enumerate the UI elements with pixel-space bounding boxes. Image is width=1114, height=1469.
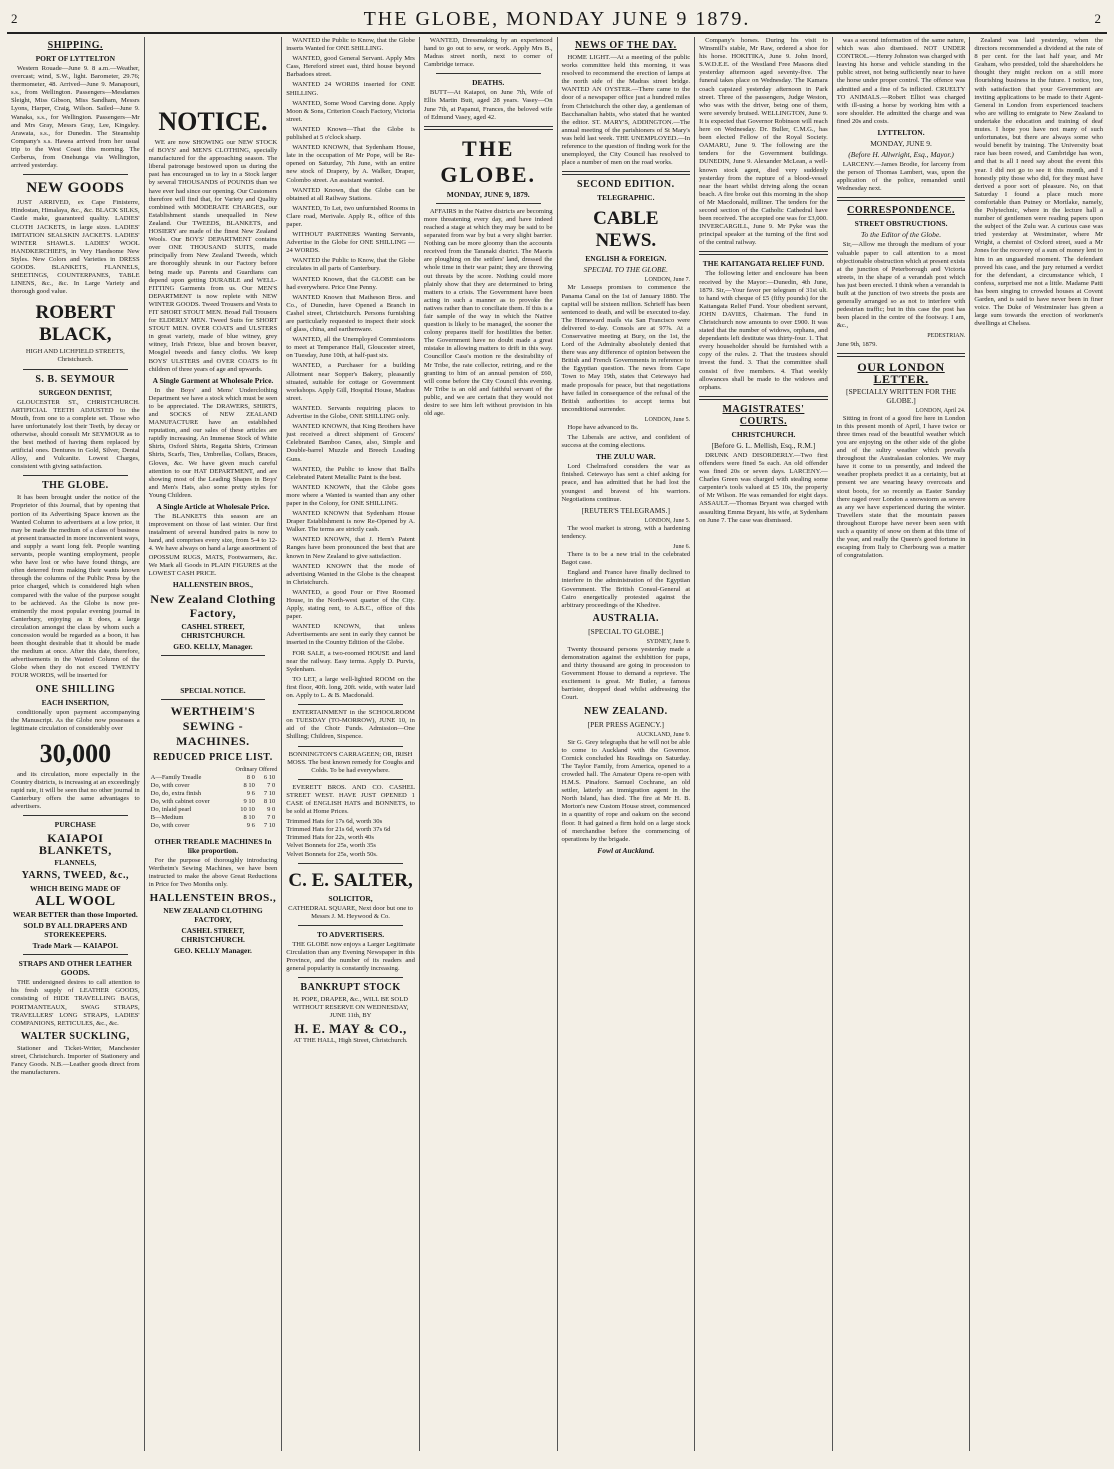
kaitangata-heading: THE KAITANGATA RELIEF FUND. <box>702 259 825 269</box>
price-cell-item: Do, do, extra finish <box>150 790 201 798</box>
nz-body: Sir G. Grey telegraphs that he will not be able to come to Auckland with the Governor. Cornick concluded his Readings on Saturday. The Taylor Family, from America, opened to a crowded hall. The Amateur Opera re-open with H.M.S. Pinafore. Samuel Cochrane, an old settler, latterly an immigration agent in the North Island, has died. The fire at Mr H. B. Morton's new Custom House street, commenced in a quantity of rope and oakum on the second floor. It had gained a firm hold on a large stock of merchandise before the commencing of operations by the brigade. <box>561 738 691 843</box>
wanted-ad: WANTED 24 WORDS inserted for ONE SHILLING. <box>286 81 415 97</box>
column-6 <box>695 37 833 1451</box>
wanted-ad: WANTED KNOWN, that the Globe goes more where a Wanted is wanted than any other paper in the Colony, for ONE SHILLING. <box>286 483 415 507</box>
hope-line: Hope have advanced to 8s. <box>567 424 639 431</box>
telegraphic-heading: TELEGRAPHIC. <box>597 193 655 203</box>
bankrupt-heading: BANKRUPT STOCK <box>300 982 401 994</box>
divider <box>23 174 128 175</box>
circulation-body: conditionally upon payment accompanying the Manuscript. As the Globe now possesses a legitimate circulation of considerably over <box>11 708 140 732</box>
price-cell-b: 7 10 <box>263 822 276 830</box>
telegrams-continued: Company's horses. During his visit to Winsmill's stable, Mr Raw, ordered a shoe for his horse. HOKITIKA, June 9. John Inord, S.W.D.E.E. of the Westland Free Masons died yesterday afternoon aged seventy-five. The funeral takes place on Wednesday. The Kamara coach capsized yesterday afternoon in Park street. Three of the passengers, Judge Weston, who was with the driver, being one of them, were severely bruised. WELLINGTON, June 9. It is expected that Governor Robinson will reach here on Wednesday. Dr. Buller, C.M.G., has been elected Fellow of the Royal Society. OAMARU, June 9. The following are the tenders for the Government buildings. DUNEDIN, June 9. Alexander McLean, a well-known stock agent, died very suddenly yesterday from the rupture of a blood-vessel near the heart whilst driving along the ocean beach. A fire broke out this morning in the shop of Mr Macdonald, milliner. The tenders for the second section of the Catholic Cathedral have been received. The accepted one was for £3,000. INVERCARGILL, June 9. Mr Pyke was the principal speaker at the turning of the first sod of the central railway. <box>699 37 828 247</box>
wanted-ad: WANTED, Some Wood Carving done. Apply Moon & Sons, Criterion Coach Factory, Victoria street. <box>286 99 415 123</box>
all-wool-heading: ALL WOOL <box>35 894 116 910</box>
lyttelton-body: LARCENY.—James Brodie, for larceny from the person of Thomas Lambert, was, upon the application of the police, remanded until Wednesday next. <box>836 161 966 193</box>
kaiapoi-heading: KAIAPOI BLANKETS, <box>38 831 112 858</box>
price-cell-item: Do, with cover <box>150 781 190 789</box>
australia-body: Twenty thousand persons yesterday made a demonstration against the exhibition for pups, and thirty thousand are going in procession to Government House to demand a reprieve. The excitement is great. Mr Butler, a famous barrister, dropped dead whilst addressing the Court. <box>561 645 691 702</box>
page-number-right: 2 <box>1094 11 1103 26</box>
price-cell-item: Do, with cabinet cover <box>150 798 210 806</box>
deaths-body: BUTT—At Kaiapoi, on June 7th, Wife of Ellis Martin Butt, aged 28 years. Vasey—On June 7th, at Papanui, Frances, the beloved wife of Edmund Vasey, aged 42. <box>423 89 553 121</box>
wanted-ad: WANTED KNOWN, that King Brothers have just received a direct shipment of Grocers' Celebrated Bamboo Canes, also, Simple and Double-barrel Muzzle and Breech Loading Guns. <box>286 423 415 463</box>
wanted-ad: WANTED. Servants requiring places to Advertise in the Globe, ONE SHILLING only. <box>286 404 415 421</box>
correspondence-body: Sir,—Allow me through the medium of your valuable paper to call attention to a most objectionable obstruction which at present exists at the junction of Peterborough and Victoria streets, in the shape of a verandah post which has just been erected. I think when a verandah is built at the junction of two streets the posts are generally arranged so as not to interfere with pedestrian traffic; but in this case the post has been placed in the centre of the footway. I am, &c., <box>836 241 966 330</box>
port-heading: PORT OF LYTTELTON <box>35 54 116 63</box>
single-article: A Single Article at Wholesale Price. <box>156 502 270 512</box>
straps-body: THE undersigned desires to call attention to his fresh supply of LEATHER GOODS, consisting of HIDE TRAVELLING BAGS, PORTMANTEAUX, SWAG STRAPS, TRAVELLERS' LONG STRAPS, LADIES' COMPANIONS, RETICULES, &c., &c. <box>11 979 140 1027</box>
wanted-ad: WANTED, all the Unemployed Commissions to meet at Temperance Hall, Gloucester street, on Tuesday, June 10th, at half-past six. <box>286 336 415 360</box>
london-letter-continued: Zealand was laid yesterday, when the directors recommended a dividend at the rate of 8 per cent. for the last half year, and Mr Graham, who presided, told the shareholders he thought they might reckon on a still more flourishing business in the future. I notice, too, with satisfaction that your Government are inviting applications to be made to their Agent-General in London from experienced teachers who are willing to emigrate to New Zealand to undertake the education and training of deaf mutes. I hope you have not many of such unfortunates, but there are always some who would benefit by training. The University boat race has been rowed, and Cambridge has won, and that is all I need say about the event this year. I did not go to see it this month, and I honestly pity those who did, for they must have derived a poor sort of pleasure. No, on that Saturday I found a place much more comfortable than Putney or Mortlake, namely, the Polytechnic, where in the lecture hall a number of gentlemen were reading papers upon the subject of the Zulu war. A curious case was tried yesterday at Westminster, where Mr Wright, a chemist of Oxford street, sued a Mr Jones for the recovery of a sum of money lent to him in an unguarded moment. The defendant proved his case, and the jury returned a verdict for the defendant, a circumstance which, I confess, surprised me not a little. Madame Patti has been singing to crowded houses at Covent Garden, and is said to have never been in finer voice. The Duke of Westminster has given a large sum towards the erection of workmen's dwellings at Chelsea. <box>974 37 1103 328</box>
auctioneers-heading: H. E. MAY & CO., <box>294 1021 407 1037</box>
london-dateline-2: LONDON, June 5. <box>644 416 691 423</box>
price-row <box>149 814 278 822</box>
wanted-ad: WANTED Known that Matheson Bros. and Co., of Dunedin, have Opened a Branch in Cashel street, Christchurch. Persons furnishing are particularly requested to inspect their stock of glass, china, and earthenware. <box>286 293 415 334</box>
court-body: DRUNK AND DISORDERLY.—Two first offenders were fined 5s each. An old offender was fined 20s or seven days. LARCENY.—Charles Green was charged with stealing some carpenter's tools valued at £5 10s, the property of Mr Wilson. He was remanded for eight days. ASSAULT.—Thomas Bryant was charged with assaulting Emma Bryant, his wife, at Sydenham on June 7. The case was dismissed. <box>699 451 828 524</box>
masthead <box>7 6 1107 34</box>
court-location: CHRISTCHURCH. <box>731 429 796 439</box>
english-foreign-heading: ENGLISH & FOREIGN. <box>585 254 667 264</box>
divider-double <box>424 126 553 130</box>
page-number-left: 2 <box>11 11 20 26</box>
egypt-line: England and France have finally declined to interfere in the administration of the Egyptian Government. The British Consul-General at Cairo energetically protested against the arbitrary proceedings of the Khedive. <box>561 569 691 609</box>
second-edition-heading: SECOND EDITION. <box>577 179 675 191</box>
robert-black-address: HIGH AND LICHFIELD STREETS, Christchurch. <box>25 348 125 364</box>
price-cell-item: B—Medium <box>150 814 184 822</box>
factory-address-2: CASHEL STREET, CHRISTCHURCH. <box>180 925 245 944</box>
wanted-ad: WANTED KNOWN, that unless Advertisements are sent in early they cannot be inserted in the Country Edition of the Globe. <box>286 623 415 647</box>
price-cell-b: 7 0 <box>267 814 276 822</box>
column-8 <box>970 37 1107 1451</box>
seymour-body: GLOUCESTER ST., CHRISTCHURCH. ARTIFICIAL TEETH ADJUSTED to the Mouth, from one to a complete set. Those who have unfortunately lost their Teeth, by decay or otherwise, should consult Mr SEYMOUR as to the best method of having them replaced by artificial ones. Dentures in Gold, Silver, Dental Alloy, and Vulcanite. Lowest Charges, consistent with giving satisfaction. <box>11 398 140 471</box>
editorial-dateline: MONDAY, JUNE 9, 1879. <box>446 189 530 199</box>
seymour-subheading: SURGEON DENTIST, <box>38 387 112 397</box>
trimmed-hat-item: Velvet Bonnets for 25s, worth 50s. <box>286 850 378 858</box>
price-cell-b: 8 10 <box>263 798 276 806</box>
price-cell-b: 7 10 <box>263 790 276 798</box>
trimmed-hat-item: Velvet Bonnets for 25s, worth 35s <box>286 842 376 850</box>
wanted-ad: WANTED KNOWN, that Sydenham House, late in the occupation of Mr Pope, will be Re-opened on Saturday, 7th June, with an entire new stock of Drapery, by A. Walker, Draper, Colombo street. An assistant wanted. <box>286 144 415 184</box>
wanted-ad: WANTED, To Let, two unfurnished Rooms in Clare road, Merivale. Apply R., office of this paper. <box>286 204 415 228</box>
factory-manager-2: GEO. KELLY Manager. <box>173 945 252 955</box>
divider-double <box>699 396 828 400</box>
price-row <box>149 822 278 830</box>
clothing-body: WE are now SHOWING our NEW STOCK of BOYS' and MEN'S CLOTHING, specially manufactured for the approaching season. The liberal patronage bestowed upon us during the past has encouraged us to lay in a Stock larger by several THOUSANDS of POUNDS than we have ever had since our opening. Our Customers therefore will find that, for Variety and Quality combined with MODERATE CHARGES, our Establishment stands unequalled in New Zealand. Our TWEEDS, BLANKETS, and HOSIERY are made of the finest New Zealand Wools. Our BOYS' DEPARTMENT contains over ONE THOUSAND SUITS, made principally from New Zealand Tweeds, which are thoroughly shrunk in our Factory before being made up. Parents and Guardians can depend upon getting DURABLE and WELL-FITTING Garments from us. Our MEN'S DEPARTMENT is now replete with NEW WINTER GOODS. Tweed Trousers and Vests to FIT SHORT STOUT MEN. Broad Fall Trousers for ELDERLY MEN. Tweed Suits for SHORT STOUT MEN. OVER COATS and ULSTERS in great variety, made of blue witney, grey witney, Irish Frieze, blue and brown beaver, Mosgiel tweeds and fancy cloths. We keep BOYS' ULSTERS and OVER COATS to fit children of three years of age and upwards. <box>148 139 278 373</box>
firm-name-2: HALLENSTEIN BROS., <box>149 891 277 904</box>
everett-ad: EVERETT BROS. AND CO. CASHEL STREET WEST. HAVE JUST OPENED 1 CASE of ENGLISH HATS and BONNETS, to be sold at Home Prices. <box>286 783 415 816</box>
auckland-dateline: AUCKLAND, June 9. <box>636 731 691 738</box>
for-sale-ad: FOR SALE, a two-roomed HOUSE and land near the railway. Easy terms. Apply D. Purvis, Sydenham. <box>286 649 415 673</box>
circulation-figure: 30,000 <box>39 738 112 768</box>
divider-double <box>699 251 828 255</box>
to-advertisers-heading: TO ADVERTISERS. <box>317 929 385 939</box>
divider <box>298 779 403 780</box>
june6-dateline: June 6. <box>673 544 691 551</box>
price-cell-b: 7 0 <box>267 781 276 789</box>
column-4 <box>420 37 558 1451</box>
column-3 <box>282 37 420 1451</box>
wanted-ad: WANTED the Public to Know, that the Globe inserts Wanted for ONE SHILLING. <box>286 37 415 53</box>
nz-heading: NEW ZEALAND. <box>584 705 668 717</box>
suckling-body: Stationer and Ticket-Writer, Manchester street, Christchurch. Importer of Stationery and Fancy Goods. N.B.—Leather goods direct from the manufacturers. <box>11 1044 140 1077</box>
to-editor: To the Editor of the Globe. <box>860 230 942 240</box>
outfitting-body: In the Boys' and Mens' Underclothing Department we have a stock which must be seen to be appreciated. The DRAWERS, SHIRTS, and SOCKS of NEW ZEALAND MANUFACTURE have an established reputation, and our sales of these articles are rapidly increasing. An Immense Stock of White Shirts, Oxford Shirts, Regatta Shirts, Crimean Shirts, Scarfs, Ties, Umbrellas, Collars, Braces, Gloves, &c. We have given much careful attention to our HAT DEPARTMENT, and are showing most of the Leading Shapes in Boys' and Men's Hats, also some pretty styles for Young Children. <box>148 386 278 499</box>
divider <box>23 815 128 816</box>
london-letter-heading: OUR LONDON LETTER. <box>857 359 945 386</box>
wanted-ad: WANTED KNOWN that Sydenham House Draper Establishment is now Re-Opened by A. Walker. The terms are strictly cash. <box>286 510 415 534</box>
carrageen-ad: BONNINGTON'S CARRAGEEN; OR, IRISH MOSS. The best known remedy for Coughs and Colds. To be had everywhere. <box>287 750 415 774</box>
price-row <box>149 798 278 806</box>
price-cell-a: 9 6 <box>246 822 255 830</box>
deaths-heading: DEATHS. <box>472 78 505 88</box>
auctioneers-address: AT THE HALL, High Street, Christchurch. <box>293 1037 408 1045</box>
newspaper-page <box>7 6 1107 1456</box>
shipping-heading: SHIPPING. <box>47 40 103 51</box>
column-7 <box>833 37 971 1451</box>
special-heading-2: [SPECIAL TO GLOBE.] <box>588 626 664 636</box>
wanted-ad: WANTED, a Purchaser for a building Allotment near Sopper's Bakery, pleasantly situated, suitable for cottage or Government workshops. Apply Gill, Hospital House, Madras street. <box>286 362 415 402</box>
editorial-masthead: THE GLOBE. <box>440 135 537 187</box>
correspondence-date: June 9th, 1879. <box>836 340 878 348</box>
price-cell-item: Do, with cover <box>150 822 190 830</box>
price-cell-item: Do, inlaid pearl <box>150 806 192 814</box>
london-letter-body: Sitting in front of a good fire here in London in this present month of April, I have twice or three times read of the beautiful weather which you are enjoying on the other side of the globe and of the sultry weather which prevails throughout the Australasian colonies. We may have it come to us presently, and indeed the weather prophets predict it as a certainty, but at present we are wearing heavy overcoats and stout boots, for so recently as Easter Sunday there raged over London a snowstorm as severe as any we have experienced during the winter. Travellers state that the mountain passes throughout Europe have never been seen with such a quantity of snow on them at this time of the year, and really the Queen's good fortune in escaping from Italy to Cherbourg was a matter of congratulation. <box>836 414 966 560</box>
divider <box>298 977 403 978</box>
column-2 <box>145 37 283 1451</box>
correspondence-heading: CORRESPONDENCE. <box>847 205 955 217</box>
cable-news-heading: CABLE NEWS. <box>593 208 659 252</box>
which-being-heading: WHICH BEING MADE OF <box>29 884 121 894</box>
to-advertisers-body: THE GLOBE now enjoys a Larger Legitimate Circulation than any Evening Newspaper in this Province, and the number of its readers and general popularity is constantly increasing. <box>286 940 415 973</box>
robert-black-heading: ROBERT BLACK, <box>35 302 116 346</box>
price-cell-a: 10 10 <box>240 806 255 814</box>
shipping-body: Western Rouade—June 9. 8 a.m.—Weather, overcast; wind, S.W., light. Barometer, 29.76; thermometer, 48. Arrived—June 9. Manapouri, s.s., from Wellington. Passengers—Mesdames Sleight, Miss Gibson, Miss Sandham, Messrs Lyons, Harper, Craig, Wilson. Sailed—June 9. Wanaka, s.s., for Wellington. Passengers—Mr and Mrs Gray, Messrs Gray, Lee, Kingsley. Arawata, s.s., for Dunedin. The Steamship Company's s.s. Hawea arrived from her usual trip to the West Coast this morning. The Cerberus, from Onehunga via Wellington, arrived yesterday. <box>11 65 140 170</box>
straps-heading: STRAPS AND OTHER LEATHER GOODS. <box>18 959 133 978</box>
news-heading: NEWS OF THE DAY. <box>574 40 677 51</box>
lyttelton-heading: LYTTELTON. <box>877 128 925 138</box>
wanted-ads-list <box>286 37 415 648</box>
column-1 <box>7 37 145 1451</box>
london-dateline: LONDON, June 7. <box>644 277 691 284</box>
price-cell-b: 9 0 <box>267 806 276 814</box>
trade-mark: Trade Mark — KAIAPOI. <box>32 941 118 951</box>
wanted-ad: WANTED the Public to Know, that the Globe circulates in all parts of Canterbury. <box>286 257 415 273</box>
reduced-price-heading: REDUCED PRICE LIST. <box>153 751 273 763</box>
price-row <box>149 790 278 798</box>
salter-heading: C. E. SALTER, <box>288 869 413 891</box>
wanted-ad: WANTED KNOWN, that J. Hern's Patent Ranges have been pronounced the best that are known in New Zealand to give satisfaction. <box>286 536 415 560</box>
price-table <box>149 774 278 831</box>
divider <box>23 475 128 476</box>
salter-address: CATHEDRAL SQUARE, Next door but one to Messrs J. M. Heywood & Co. <box>288 904 413 920</box>
divider <box>23 954 128 955</box>
divider-double <box>837 353 966 357</box>
column-5 <box>558 37 696 1451</box>
factory-heading: New Zealand Clothing Factory, <box>150 591 276 620</box>
correspondent-signature: PEDESTRIAN. <box>927 333 966 340</box>
special-heading: SPECIAL TO THE GLOBE. <box>583 265 668 275</box>
each-insertion: EACH INSERTION, <box>41 697 109 707</box>
trial-body: For the purpose of thoroughly introducing Wertheim's Sewing Machines, we have been instructed to make the above Great Reductions in Price for Two Months only. <box>148 856 278 888</box>
wanted-ad: WITHOUT PARTNERS Wanting Servants, Advertise in the Globe for ONE SHILLING — 24 WORDS. <box>286 231 415 255</box>
divider <box>298 746 403 747</box>
trimmed-hat-item: Trimmed Hats for 22s, worth 40s <box>286 834 374 842</box>
sold-by: SOLD BY ALL DRAPERS AND STOREKEEPERS. <box>23 921 128 940</box>
reuters-heading: [REUTER'S TELEGRAMS.] <box>581 505 670 515</box>
circulation-body-2: and its circulation, more especially in the Country districts, is increasing at an exceedingly rapid rate, it will be seen that no other journal in Canterbury offers the same advantages to advertisers. <box>11 770 140 811</box>
court-continued: was a second information of the same nature, which was also dismissed. NOT UNDER CONTROL.—Henry Johnston was charged with leaving his horse and vehicle standing in the public street, not being sufficiently near to have the horse under proper control. The offence was admitted and a fine of 5s inflicted. CRUELTY TO ANIMALS.—Robert Elliot was charged with ill-using a horse by working him with a sore shoulder. He admitted the charge and was fined 20s and costs. <box>836 37 966 125</box>
globe-notice-heading: THE GLOBE. <box>41 480 109 492</box>
wanted-ad: WANTED, a good Four or Five Roomed House, in the North-west quarter of the City. Apply, stating rent, to A.B.C., office of this paper. <box>286 588 415 621</box>
price-cell-a: 8 10 <box>243 814 255 822</box>
zulu-war-heading: THE ZULU WAR. <box>595 452 656 462</box>
london-letter-special: [SPECIALLY WRITTEN FOR THE GLOBE.] <box>845 386 957 405</box>
lyttelton-bench: (Before H. Allwright, Esq., Mayor.) <box>848 150 954 160</box>
factory-name-2: NEW ZEALAND CLOTHING FACTORY, <box>163 905 263 924</box>
purchase-heading: PURCHASE <box>54 820 96 830</box>
london-dateline-3: LONDON, June 5. <box>644 517 691 524</box>
divider-double <box>562 171 691 175</box>
divider <box>298 863 403 864</box>
single-garment: A Single Garment at Wholesale Price. <box>152 375 274 385</box>
magistrates-heading: MAGISTRATES' COURTS. <box>722 403 805 427</box>
zulu-body: Lord Chelmsford considers the war as finished. Cetewayo has sent a chief asking for peace, and has admitted that he had lost the youngest and bravest of his warriors. Negotiations continue. <box>561 463 691 503</box>
firm-name: HALLENSTEIN BROS., <box>172 579 254 589</box>
salter-subheading: SOLICITOR, <box>328 893 373 903</box>
price-cell-a: 9 10 <box>243 798 255 806</box>
divider <box>161 655 266 656</box>
trimmed-hats-list <box>286 818 415 858</box>
divider <box>23 369 128 370</box>
wanted-ad: WANTED Known, that the Globe can be obtained at all Railway Stations. <box>286 186 415 202</box>
blankets-body: The BLANKETS this season are an improvement on those of last winter. Our first instalment of several hundred pairs is now to hand, and comprises every size, from 5-4 to 12-4. We have always on hand a large assortment of OPOSSUM RUGS, MATS, Footwarmers, &c. We Mark all Goods in PLAIN FIGURES at the LOWEST CASH PRICE. <box>148 513 278 577</box>
new-goods-heading: NEW GOODS <box>26 180 125 197</box>
divider <box>436 203 541 204</box>
columns <box>7 37 1107 1451</box>
wanted-ad: WANTED, good General Servant. Apply Mrs Cass, Hereford street east, third house beyond Barbadoes street. <box>286 55 415 79</box>
factory-manager: GEO. KELLY, Manager. <box>173 641 253 651</box>
price-row <box>149 806 278 814</box>
to-let-ad: TO LET, a large well-lighted ROOM on the first floor, 40ft. long, 20ft. wide, with water laid on. Apply to L. & B. Macdonald. <box>286 675 415 700</box>
wertheim-heading: WERTHEIM'S SEWING - MACHINES. <box>170 703 256 748</box>
wear-better: WEAR BETTER than those Imported. <box>12 910 138 920</box>
divider <box>436 73 541 74</box>
fowl-heading: Fowl at Auckland. <box>597 845 655 855</box>
suckling-heading: WALTER SUCKLING, <box>20 1030 130 1042</box>
price-cell-a: 9 6 <box>246 790 255 798</box>
globe-notice-body: It has been brought under the notice of the Proprietor of this Journal, that by opening that portion of its Advertising Space known as the Wanted Column to advertisers at a low price, it may be made the medium of a class of business at present transacted in more inconvenient ways, and supply a want long felt. People wanting servants, people wanting employment, people who have lost or who have found things, are often deterred from making their wants known through the columns of the Public Press by the price charged, which is considered high when compared with the value of the purpose sought to be achieved. As the Globe is now pre-eminently the most popular evening journal in Canterbury, enjoying as it does, a large circulation amongst the class by whom such a concession would be regarded as a boon, it has been thought desirable that it should be made the medium at once. After this date, therefore, advertisements in the Wanted Column of the Globe when they do not exceed TWENTY FOUR WORDS, will be inserted for <box>11 494 140 680</box>
price-cell-item: A—Family Treadle <box>150 773 202 781</box>
editorial-leader: AFFAIRS in the Native districts are becoming more threatening every day, and have indeed reached a stage at which they may be said to be separated from war by but a very slight barrier. Nothing can be more gloomy than the accounts received from the Taranaki district. The Maoris are ploughing on the settlers' land, dressed the whole time in their war paint; they are throwing out threats by the score. Nothing could more plainly show that they are determined to bring matters to a crisis. The Government have been acting in such a manner as to provoke the natives rather than to conciliate them. If this is a fair sample of the way in which the Native question is likely to be managed, the sooner the colony prepares itself for hostilities the better. The Government have no doubt made a great mistake in allowing matters to drift in this way. Councillor Cass's motion re the desirability of Mr Tribe, the rate collector, retiring, and re the granting to him of an annual pension of £60, will come before the City Council this evening. Mr Tribe is an old and faithful servant of the public, and we are certain that they would not desire to see him left without provision in his old age. <box>423 207 553 418</box>
divider <box>298 925 403 926</box>
factory-address: CASHEL STREET, CHRISTCHURCH. <box>180 621 245 640</box>
australia-heading: AUSTRALIA. <box>592 612 660 624</box>
special-notice: SPECIAL NOTICE. <box>180 685 246 695</box>
price-row <box>149 782 278 790</box>
court-bench: [Before G. L. Mellish, Esq., R.M.] <box>711 440 816 450</box>
trial-line: There is to be a new trial in the celebrated Bagot case. <box>561 551 691 567</box>
street-obstructions-heading: STREET OBSTRUCTIONS. <box>854 219 948 229</box>
one-shilling-heading: ONE SHILLING <box>35 683 116 695</box>
divider <box>161 699 266 700</box>
seymour-heading: S. B. SEYMOUR <box>35 373 116 385</box>
price-cell-a: 8 10 <box>243 781 255 789</box>
price-columns-header: Ordinary Offered <box>235 766 278 773</box>
wanted-dressmaking: WANTED, Dressmaking by an experienced hand to go out to sew, or work. Apply Mrs B., Madras street north, next to corner of Cambridge terrace. <box>423 37 553 69</box>
notice-heading: NOTICE. <box>158 107 268 136</box>
price-cell-a: 8 0 <box>246 773 255 781</box>
flannels-heading: FLANNELS, <box>54 858 97 868</box>
trimmed-hat-item: Trimmed Hats for 21s 6d, worth 37s 6d <box>286 826 391 834</box>
wanted-ad: WANTED Known—That the Globe is published at 5 o'clock sharp. <box>286 125 415 142</box>
new-goods-body: JUST ARRIVED, ex Cape Finisterre, Hindostan, Himalaya, &c., &c. BLACK SILKS, Castle make, guaranteed quality. LADIES' CLOTH JACKETS, in large sizes. LADIES' IMITATION SEALSKIN JACKETS. LADIES' WINTER SHAWLS. LADIES' WOOL HANDKERCHIEFS, in Very Handsome New Styles. New Colors and Varieties in DRESS GOODS. BLANKETS, FLANNELS, SHEETINGS, COUNTERPANES, TABLE LINENS, &c., &c. In Large Variety and thorough good value. <box>11 199 140 296</box>
sydney-dateline: SYDNEY, June 9. <box>646 638 691 645</box>
press-agency-heading: [PER PRESS AGENCY.] <box>587 719 664 729</box>
wanted-ad: WANTED Known, that the GLOBE can be had everywhere. Price One Penny. <box>286 275 415 291</box>
lyttelton-date: MONDAY, JUNE 9. <box>870 139 932 149</box>
yarns-heading: YARNS, TWEED, &c., <box>21 870 129 882</box>
price-cell-b: 6 10 <box>263 773 276 781</box>
wool-line: The wool market is strong, with a hardening tendency. <box>561 524 691 540</box>
masthead-title: THE GLOBE, MONDAY JUNE 9 1879. <box>363 7 751 30</box>
divider <box>298 704 403 705</box>
divider-double <box>837 197 966 201</box>
wanted-ad: WANTED, the Public to know that Ball's Celebrated Patent Metallic Paint is the best. <box>286 465 415 481</box>
price-row <box>149 774 278 782</box>
entertainment-ad: ENTERTAINMENT in the SCHOOLROOM on TUESDAY (TO-MORROW), JUNE 10, in aid of the Choir Funds. Admission—One Shilling; Children, Sixpence. <box>286 709 415 741</box>
wanted-ad: WANTED KNOWN that the mode of advertising Wanted in the Globe is the cheapest in Christchurch. <box>286 562 415 586</box>
news-body: HOME LIGHT.—At a meeting of the public works committee held this morning, it was resolved to recommend the erection of lamps at the north side of the Madras street bridge. WANTED AN OYSTER.—There came to the door of a newspaper office just a hundred miles from Christchurch the other day, a gentleman of Bacchanalian habits, who stated that he wanted the editor. ST. MARY'S, ADDINGTON.—The annual meeting of the parishioners of St Mary's was held last week. THE UNEMPLOYED.—In reference to the question of finding work for the unemployed, the City Council has resolved to place a number of men on the road works. <box>561 54 691 167</box>
kaitangata-body: The following letter and enclosure has been received by the Mayor:—Dunedin, 4th June, 1879. Sir,—Your favor per telegram of 31st ult. to hand with cheque of £5 (fifty pounds) for the Kaitangata Relief Fund. Your obedient servant, JOHN DAVIES, Chairman. The fund in Christchurch now amounts to over £900. It was stated that the number of widows, orphans, and dependants left destitute was thirty-four. 1. That every householder should be furnished with a copy of the rules. 2. That the trustees should invest the fund. 3. That the committee shall consist of five members. 4. That weekly allowances shall be made to the widows and orphans. <box>699 270 828 391</box>
liberals-line: The Liberals are active, and confident of success at the coming elections. <box>561 434 691 450</box>
cable-body: Mr Lesseps promises to commence the Panama Canal on the 1st of January 1880. The capital will be sixteen million. Schrieff has been sentenced to death, and will be executed to-day. The Homeward mails via San Francisco were delivered to-day. Consols are at 97⅞. At a Conservative meeting at Bury, on the 1st, the Lord of the Admiralty absolutely denied that there was any difference of opinion between the British and French Governments in reference to the Egyptian question. The news from Cape Town to May 19th, states that Cetewayo had made proposals for peace, but that negotiations have failed in consequence of the refusal of the British authorities to accept terms but unconditional surrender. <box>561 284 691 413</box>
bankrupt-body: H. POPE, DRAPER, &c., WILL BE SOLD WITHOUT RESERVE ON WEDNESDAY, JUNE 11th, BY <box>292 996 409 1020</box>
other-treadle: OTHER TREADLE MACHINES In like proportion. <box>154 836 272 855</box>
london-letter-date: LONDON, April 24. <box>915 407 966 414</box>
trimmed-hat-item: Trimmed Hats for 17s 6d, worth 30s <box>286 818 383 826</box>
